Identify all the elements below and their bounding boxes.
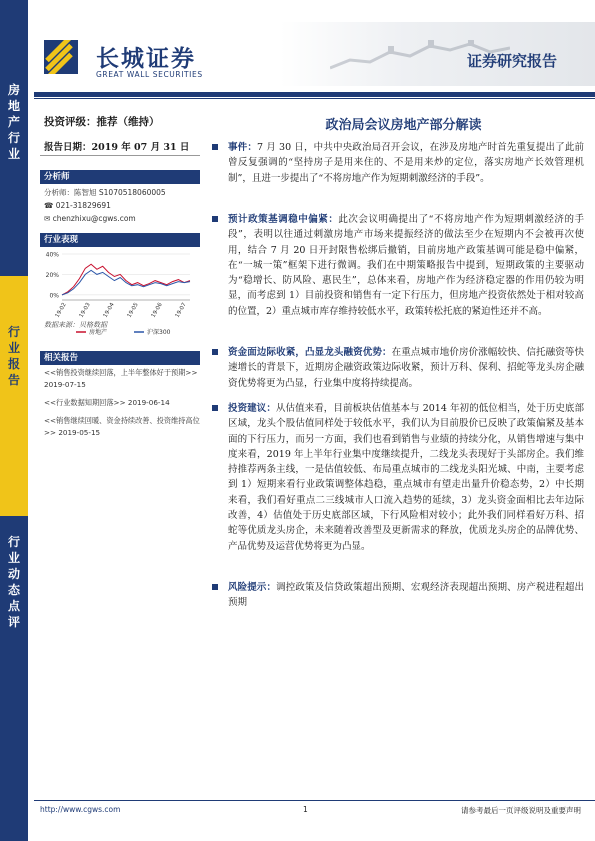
analyst-email[interactable]: chenzhixu@cgws.com — [52, 214, 136, 223]
related-section-header: 相关报告 — [40, 351, 200, 365]
report-date: 报告日期：2019 年 07 月 31 日 — [44, 142, 190, 153]
bullet-icon — [212, 584, 218, 590]
x-tick-label: 19-04 — [102, 302, 116, 319]
meta-divider — [40, 155, 200, 156]
y-tick-label: 40% — [45, 251, 59, 259]
bullet-icon — [212, 144, 218, 150]
paragraph-lead: 资金面边际收紧，凸显龙头融资优势： — [228, 347, 392, 358]
paragraph-lead: 事件： — [228, 142, 257, 153]
paragraph-text: 调控政策及信贷政策超出预期、宏观经济表现超出预期、房产税进程超出预期 — [228, 582, 584, 609]
footer-disclaimer: 请参考最后一页评级说明及重要声明 — [461, 806, 581, 815]
x-tick-label: 19-06 — [150, 302, 164, 319]
paragraph-text: 此次会议明确提出了“不将房地产作为短期刺激经济的手段”，表明以往通过刺激房地产市场来提振经济的做法至少在短期内不会被再次使用，结合 7 月 20 日开封限售松绑后撤销，目前房地产政策基调可能是稳中偏紧，在“一城一策”框架下进行微调。我们在中期策略报告中提到，短期政策的主要驱动为“稳增长、防风险、惠民生”，总体来看，房地产作为经济稳定器的作用仍较为明显，而考虑到 1）目前投资和销售有一定下行压力，但房地产投资依然处于相对较高的位置，2）重点城市库存维持较低水平，政策转松托底的紧迫性还并不高。 — [228, 214, 584, 317]
x-tick-label: 19-05 — [126, 302, 140, 319]
y-tick-label: 20% — [45, 271, 59, 279]
analyst-section-header: 分析师 — [40, 170, 200, 184]
header-divider-thin — [34, 98, 595, 99]
phone-icon: ☎ — [44, 201, 56, 210]
analyst-phone-row — [44, 201, 111, 210]
paragraph-policy — [212, 212, 584, 319]
paragraph-text: 从估值来看，目前板块估值基本与 2014 年初的低位相当，处于历史底部区域，龙头个股估值同样处于较低水平，我们认为目前股价已反映了政策偏紧及基本面的下行压力，而另一方面，我们也看到销售与业绩的持续分化，从销售增速与集中度来看，2019 年上半年行业集中度继续提升，二线龙头表现好于头部房企。我们维持推荐两条主线，一是估值较低、布局重点城市的二线龙头阳光城、中南，主要考虑到 1）短期来看行业政策调整体趋稳，重点城市有望走出量升价稳态势，2）中长期来看，我们看好重点二三线城市人口流入趋势的延续，3）龙头资金面相比去年边际改善，4）估值处于历史底部区域，下行风险相对较小；此外我们同样看好万科、招蛇等优质龙头房企，未来随着改善型及更新需求的释放，优质龙头房企的品牌优势、产品优势及运营优势将更为凸显。 — [228, 403, 584, 552]
sidebar-industry — [0, 0, 28, 276]
sidebar-report-type — [0, 276, 28, 516]
related-report-item[interactable]: <<销售继续回暖、资金持续改善、投资维持高位>> 2019-05-15 — [44, 416, 200, 437]
footer-divider — [34, 800, 595, 801]
data-source: 数据来源：贝格数据 — [44, 321, 107, 329]
paragraph-lead: 风险提示： — [228, 582, 277, 593]
sidebar-industry-label: 房地产行业 — [7, 83, 20, 161]
analyst-email-row — [44, 214, 136, 223]
bullet-icon — [212, 349, 218, 355]
performance-section-header: 行业表现 — [40, 233, 200, 247]
related-report-item[interactable]: <<行业数据知期回落>> 2019-06-14 — [44, 398, 170, 407]
paragraph-investment-advice — [212, 401, 584, 554]
bullet-icon — [212, 216, 218, 222]
legend-label: 房地产 — [89, 329, 108, 336]
report-type: 证券研究报告 — [466, 52, 557, 70]
company-name-cn: 长城证券 — [96, 45, 196, 72]
paragraph-risk — [212, 580, 584, 611]
paragraph-event — [212, 140, 584, 186]
company-name-en: GREAT WALL SECURITIES — [96, 70, 203, 79]
paragraph-text: 7 月 30 日，中共中央政治局召开会议，在涉及房地产时首先重复提出了此前曾反复强调的“坚持房子是用来住的、不是用来炒的定位，落实房地产长效管理机制”，且进一步提出了“不将房地产作为短期刺激经济的手段”。 — [228, 142, 584, 184]
sidebar-report-category — [0, 516, 28, 841]
legend-label: 沪深300 — [147, 329, 171, 336]
email-icon: ✉ — [44, 214, 53, 223]
paragraph-lead: 投资建议： — [228, 403, 276, 414]
paragraph-lead: 预计政策基调稳中偏紧： — [228, 214, 339, 225]
header-divider — [34, 92, 595, 97]
page-number: 1 — [303, 805, 308, 814]
related-report-item[interactable]: <<销售投资继续回落，上半年整体好于预期>> 2019-07-15 — [44, 368, 198, 389]
investment-rating: 投资评级：推荐（维持） — [44, 116, 160, 128]
y-tick-label: 0% — [49, 292, 59, 300]
x-tick-label: 19-03 — [78, 302, 92, 319]
x-tick-label: 19-07 — [174, 302, 188, 319]
company-logo-icon — [44, 40, 78, 74]
paragraph-funding — [212, 345, 584, 391]
footer-url[interactable]: http://www.cgws.com — [40, 805, 121, 814]
analyst-name: 分析师：陈智旭 S1070518060005 — [44, 188, 166, 197]
sidebar-report-category-label: 行业动态点评 — [7, 535, 20, 629]
paragraph-text: 在重点城市地价房价涨幅较快、信托融资等快速增长的背景下，近期房企融资政策边际收紧，预计万科、保利、招蛇等龙头房企融资优势将更为凸显，行业集中度将持续提高。 — [228, 347, 584, 389]
bullet-icon — [212, 405, 218, 411]
analyst-phone: 021-31829691 — [55, 201, 111, 210]
sidebar-report-type-label: 行业报告 — [7, 325, 20, 387]
report-title: 政治局会议房地产部分解读 — [325, 118, 482, 133]
x-tick-label: 19-02 — [54, 302, 68, 319]
